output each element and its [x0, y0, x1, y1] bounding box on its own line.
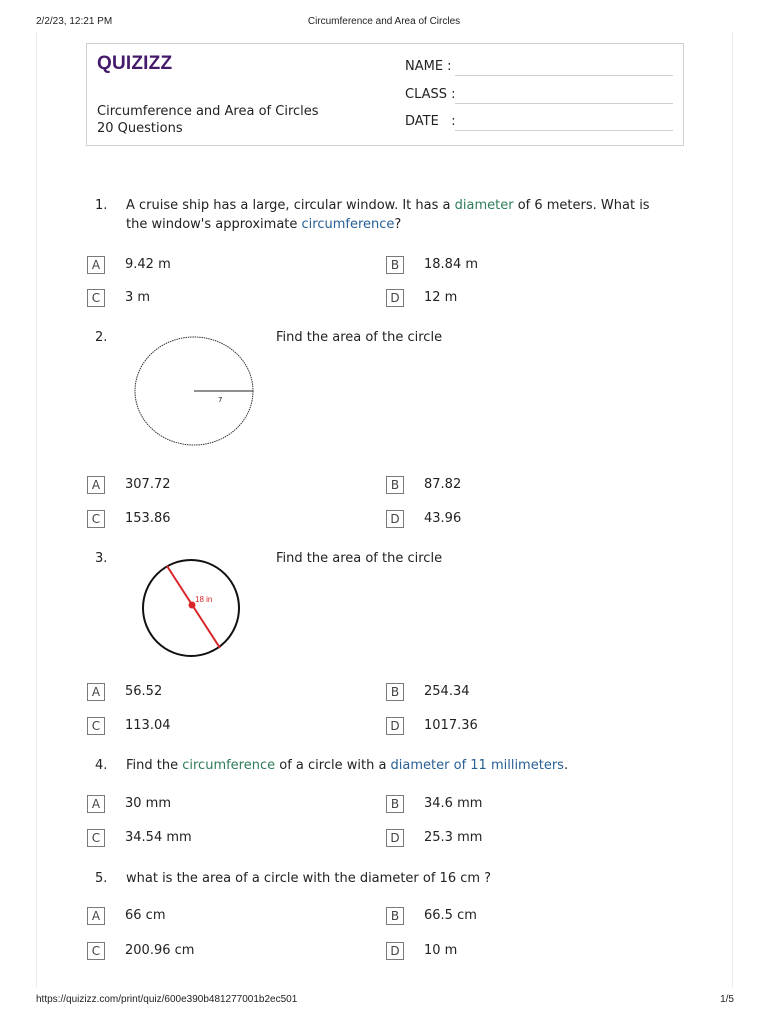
option-value: 66 cm — [125, 908, 166, 923]
question-4-number: 4. — [95, 758, 108, 773]
option-value: 200.96 cm — [125, 943, 195, 958]
question-count: 20 Questions — [97, 121, 183, 136]
option-letter-box: C — [87, 289, 105, 307]
question-2-circle-figure — [134, 334, 258, 448]
question-2-number: 2. — [95, 330, 108, 345]
option-value: 43.96 — [424, 511, 462, 526]
vocab-term: diameter of 11 millimeters — [390, 758, 564, 773]
vocab-term: circumference — [301, 217, 395, 232]
logo-text: QUIZIZZ — [97, 53, 173, 74]
question-5-number: 5. — [95, 871, 108, 886]
option-value: 9.42 m — [125, 257, 171, 272]
option-value: 87.82 — [424, 477, 462, 492]
option-value: 25.3 mm — [424, 830, 483, 845]
class-label: CLASS : — [405, 87, 456, 102]
radius-label: 7 — [218, 396, 223, 404]
option-letter-box: D — [386, 942, 404, 960]
print-title: Circumference and Area of Circles — [307, 16, 461, 27]
option-letter-box: B — [386, 795, 404, 813]
option-letter-box: D — [386, 289, 404, 307]
class-line[interactable] — [455, 103, 673, 104]
option-value: 10 m — [424, 943, 458, 958]
question-text-segment: of a circle with a — [275, 758, 391, 773]
question-3-text: Find the area of the circle — [276, 551, 443, 566]
option-letter-box: D — [386, 717, 404, 735]
option-value: 34.6 mm — [424, 796, 483, 811]
page-edge-right — [732, 32, 733, 988]
diameter-label: 18 in — [195, 595, 213, 604]
question-text-segment: of 6 meters. What is the window's approximate — [126, 198, 650, 232]
option-value: 34.54 mm — [125, 830, 192, 845]
quizizz-logo — [97, 51, 177, 75]
question-3-number: 3. — [95, 551, 108, 566]
option-letter-box: A — [87, 476, 105, 494]
option-letter-box: C — [87, 829, 105, 847]
option-letter-box: A — [87, 256, 105, 274]
option-value: 113.04 — [125, 718, 171, 733]
vocab-term: circumference — [182, 758, 276, 773]
option-value: 18.84 m — [424, 257, 479, 272]
option-letter-box: A — [87, 795, 105, 813]
worksheet-header — [86, 43, 684, 146]
option-letter-box: C — [87, 717, 105, 735]
option-letter-box: B — [386, 907, 404, 925]
option-value: 1017.36 — [424, 718, 478, 733]
option-value: 3 m — [125, 290, 151, 305]
page-number: 1/5 — [720, 994, 734, 1005]
print-header — [0, 16, 768, 30]
name-label: NAME : — [405, 59, 452, 74]
question-text-segment: Find the — [126, 758, 183, 773]
option-letter-box: D — [386, 829, 404, 847]
question-text-segment: . — [563, 758, 569, 773]
question-3-circle-figure — [141, 558, 243, 660]
option-value: 56.52 — [125, 684, 163, 699]
option-value: 66.5 cm — [424, 908, 477, 923]
option-value: 12 m — [424, 290, 458, 305]
option-value: 153.86 — [125, 511, 171, 526]
option-letter-box: B — [386, 476, 404, 494]
option-value: 254.34 — [424, 684, 470, 699]
option-letter-box: D — [386, 510, 404, 528]
print-url[interactable]: https://quizizz.com/print/quiz/600e390b481277001b2ec501 — [36, 994, 298, 1005]
option-letter-box: A — [87, 907, 105, 925]
name-line[interactable] — [455, 75, 673, 76]
question-4-text — [126, 756, 666, 775]
option-value: 307.72 — [125, 477, 171, 492]
question-1-text — [126, 196, 666, 234]
date-line[interactable] — [455, 130, 673, 131]
print-datetime: 2/2/23, 12:21 PM — [36, 16, 113, 27]
option-letter-box: C — [87, 942, 105, 960]
option-letter-box: B — [386, 683, 404, 701]
option-value: 30 mm — [125, 796, 172, 811]
print-footer — [0, 994, 768, 1008]
page-edge-left — [36, 32, 37, 988]
question-text-segment: ? — [394, 217, 402, 232]
option-letter-box: B — [386, 256, 404, 274]
vocab-term: diameter — [454, 198, 514, 213]
question-text-segment: A cruise ship has a large, circular window. It has a — [126, 198, 455, 213]
question-2-text: Find the area of the circle — [276, 330, 443, 345]
option-letter-box: A — [87, 683, 105, 701]
quiz-title: Circumference and Area of Circles — [97, 104, 319, 119]
question-5-text: what is the area of a circle with the diameter of 16 cm ? — [126, 871, 492, 886]
option-letter-box: C — [87, 510, 105, 528]
date-label: DATE : — [405, 114, 456, 129]
question-1-number: 1. — [95, 198, 108, 213]
